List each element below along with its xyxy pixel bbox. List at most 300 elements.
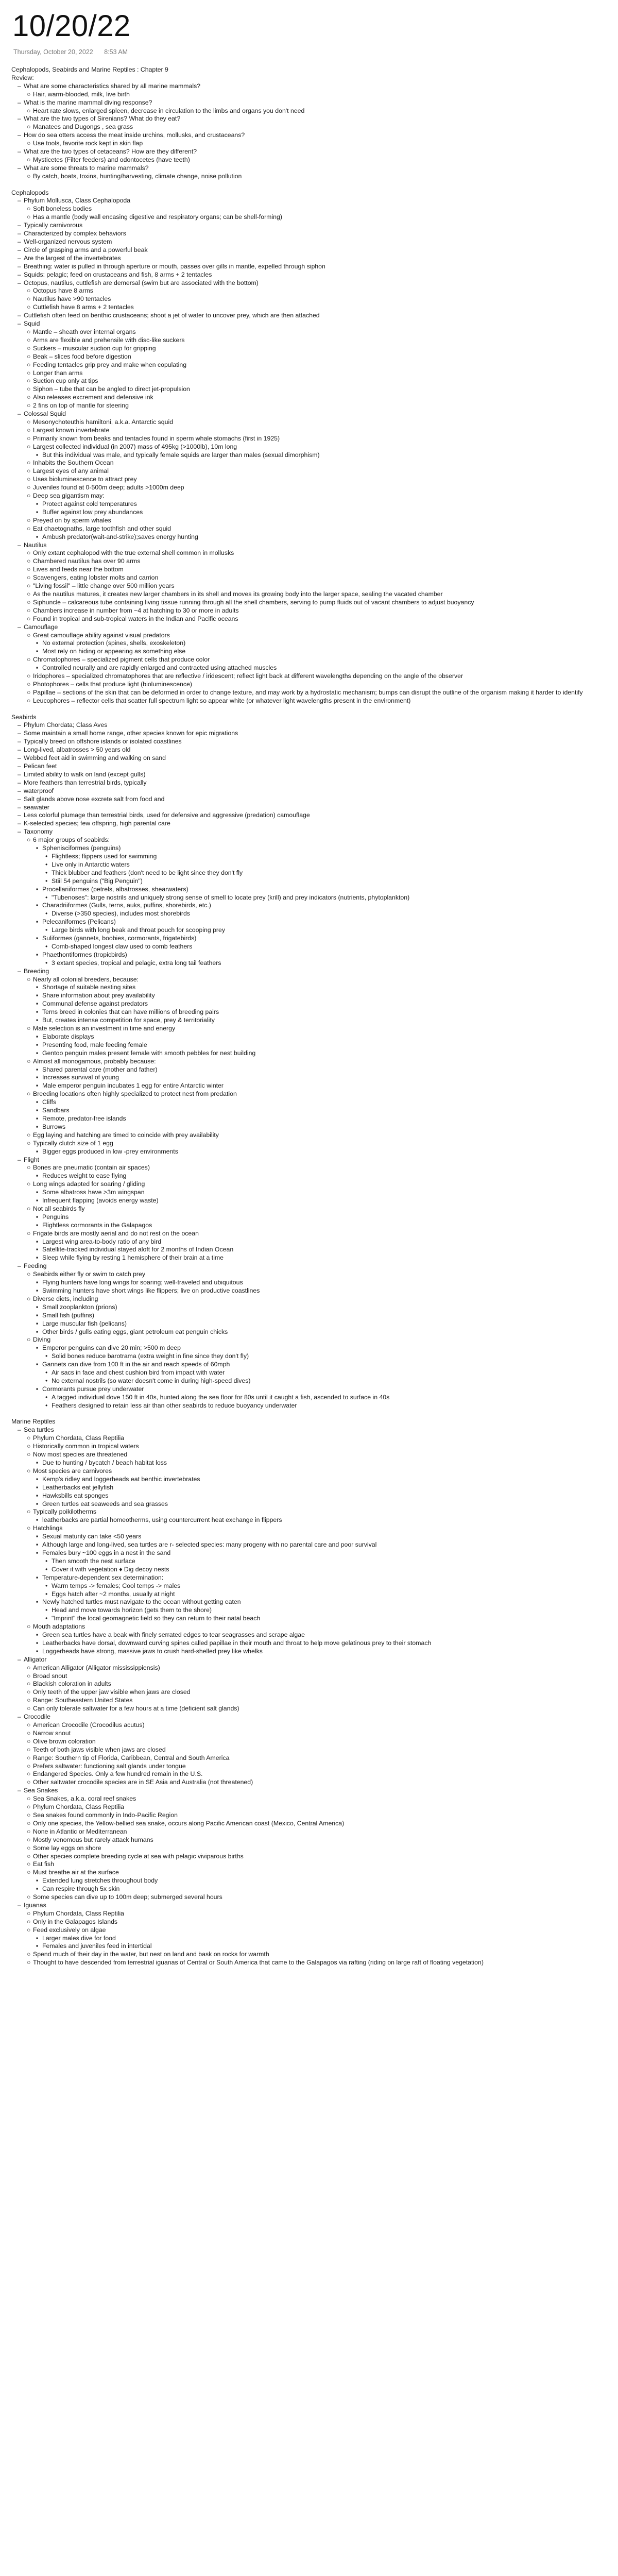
outline-line[interactable] xyxy=(11,385,609,394)
outline-line[interactable] xyxy=(11,615,609,623)
outline-line[interactable] xyxy=(11,1361,609,1369)
outline-line[interactable] xyxy=(11,1172,609,1180)
outline-line[interactable] xyxy=(11,459,609,467)
outline-line[interactable] xyxy=(11,1262,609,1270)
line-text: Females bury ~100 eggs in a nest in the sand xyxy=(42,1549,171,1556)
outline-line[interactable] xyxy=(11,271,609,279)
outline-line[interactable] xyxy=(11,804,609,812)
outline-line[interactable] xyxy=(11,1090,609,1098)
outline-line[interactable] xyxy=(11,1860,609,1869)
outline-line[interactable] xyxy=(11,1631,609,1639)
outline-line[interactable] xyxy=(11,320,609,328)
outline-line[interactable] xyxy=(11,140,609,148)
outline-line[interactable] xyxy=(11,394,609,402)
line-text: Uses bioluminescence to attract prey xyxy=(33,476,137,483)
line-text: Only in the Galapagos Islands xyxy=(33,1918,118,1925)
outline-line[interactable] xyxy=(11,1434,609,1443)
bullet-icon: – xyxy=(18,787,21,794)
outline-line[interactable] xyxy=(11,1369,609,1377)
line-text: Cuttlefish often feed on benthic crustaceans; shoot a jet of water to uncover prey, which are then attached xyxy=(24,312,320,319)
outline-line[interactable] xyxy=(11,1394,609,1402)
outline-line[interactable] xyxy=(11,1033,609,1041)
outline-line[interactable] xyxy=(11,1762,609,1771)
outline-line[interactable] xyxy=(11,484,609,492)
outline-line[interactable] xyxy=(11,1164,609,1172)
line-text: Extended lung stretches throughout body xyxy=(42,1877,158,1885)
outline-line[interactable] xyxy=(11,1524,609,1533)
outline-line[interactable] xyxy=(11,1574,609,1582)
bullet-icon: ▪ xyxy=(36,1385,39,1393)
outline-line[interactable] xyxy=(11,1058,609,1066)
outline-line[interactable] xyxy=(11,549,609,557)
outline-line[interactable] xyxy=(11,197,609,205)
line-text: Eat fish xyxy=(33,1860,55,1868)
outline-line[interactable] xyxy=(11,541,609,550)
outline-line[interactable] xyxy=(11,1148,609,1156)
bullet-icon: – xyxy=(18,738,21,745)
outline-line[interactable] xyxy=(11,1287,609,1295)
outline-line[interactable] xyxy=(11,1533,609,1541)
outline-line[interactable] xyxy=(11,1820,609,1828)
outline-line[interactable] xyxy=(11,1508,609,1516)
outline-line[interactable] xyxy=(11,1672,609,1681)
outline-line[interactable] xyxy=(11,1205,609,1213)
outline-line[interactable] xyxy=(11,1582,609,1590)
outline-line[interactable] xyxy=(11,230,609,238)
outline-line[interactable] xyxy=(11,1836,609,1844)
line-text: But this individual was male, and typically female squids are larger than males (sexual dimorphism) xyxy=(42,451,320,459)
outline-line[interactable] xyxy=(11,861,609,869)
outline-line[interactable] xyxy=(11,1942,609,1951)
outline-line[interactable] xyxy=(11,1377,609,1385)
line-text: Terns breed in colonies that can have millions of breeding pairs xyxy=(42,1008,219,1016)
outline-line[interactable] xyxy=(11,1352,609,1361)
outline-line[interactable] xyxy=(11,1615,609,1623)
outline-line[interactable] xyxy=(11,74,609,82)
section-intro xyxy=(11,66,609,181)
outline-line[interactable] xyxy=(11,312,609,320)
outline-line[interactable] xyxy=(11,1426,609,1434)
outline-line[interactable] xyxy=(11,639,609,648)
outline-line[interactable] xyxy=(11,156,609,164)
line-text: 2 fins on top of mantle for steering xyxy=(33,402,129,410)
outline-line[interactable] xyxy=(11,902,609,910)
outline-line[interactable] xyxy=(11,664,609,672)
outline-line[interactable] xyxy=(11,1385,609,1394)
line-text: Manatees and Dugongs , sea grass xyxy=(33,123,133,131)
outline-line[interactable] xyxy=(11,418,609,427)
outline-line[interactable] xyxy=(11,509,609,517)
outline-line[interactable] xyxy=(11,656,609,664)
outline-line[interactable] xyxy=(11,1270,609,1279)
outline-line[interactable] xyxy=(11,1705,609,1713)
line-text: Narrow snout xyxy=(33,1729,71,1737)
outline-line[interactable] xyxy=(11,345,609,353)
outline-line[interactable] xyxy=(11,1082,609,1090)
outline-line[interactable] xyxy=(11,1131,609,1140)
bullet-icon: ○ xyxy=(27,1672,31,1680)
outline-line[interactable] xyxy=(11,1754,609,1762)
outline-line[interactable] xyxy=(11,689,609,697)
outline-line[interactable] xyxy=(11,1959,609,1967)
outline-line[interactable] xyxy=(11,590,609,599)
outline-line[interactable] xyxy=(11,1459,609,1467)
outline-line[interactable] xyxy=(11,189,609,197)
outline-line[interactable] xyxy=(11,1074,609,1082)
outline-line[interactable] xyxy=(11,1180,609,1189)
outline-line[interactable] xyxy=(11,1016,609,1025)
outline-line[interactable] xyxy=(11,1295,609,1303)
outline-line[interactable] xyxy=(11,467,609,476)
outline-line[interactable] xyxy=(11,1418,609,1426)
outline-line[interactable] xyxy=(11,623,609,632)
outline-line[interactable] xyxy=(11,754,609,762)
outline-line[interactable] xyxy=(11,836,609,844)
outline-line[interactable] xyxy=(11,1688,609,1697)
line-text: Green turtles eat seaweeds and sea grasses xyxy=(42,1500,168,1507)
outline-line[interactable] xyxy=(11,1246,609,1254)
outline-line[interactable] xyxy=(11,877,609,886)
bullet-icon: – xyxy=(18,1901,21,1909)
outline-line[interactable] xyxy=(11,935,609,943)
outline-line[interactable] xyxy=(11,779,609,787)
bullet-icon: ○ xyxy=(27,582,31,590)
outline-line[interactable] xyxy=(11,697,609,705)
outline-line[interactable] xyxy=(11,795,609,804)
bullet-icon: – xyxy=(18,828,21,836)
outline-line[interactable] xyxy=(11,1312,609,1320)
outline-line[interactable] xyxy=(11,746,609,754)
outline-line[interactable] xyxy=(11,1238,609,1246)
outline-line[interactable] xyxy=(11,287,609,295)
outline-line[interactable] xyxy=(11,1730,609,1738)
bullet-icon: ○ xyxy=(27,394,31,401)
line-text: Diverse diets, including xyxy=(33,1295,98,1302)
outline-line[interactable] xyxy=(11,1566,609,1574)
bullet-icon: – xyxy=(18,262,21,270)
outline-line[interactable] xyxy=(11,820,609,828)
outline-line[interactable] xyxy=(11,951,609,959)
outline-line[interactable] xyxy=(11,1279,609,1287)
outline-line[interactable] xyxy=(11,1803,609,1811)
outline-line[interactable] xyxy=(11,1451,609,1459)
line-text: Shared parental care (mother and father) xyxy=(42,1065,158,1073)
outline-line[interactable] xyxy=(11,173,609,181)
outline-line[interactable] xyxy=(11,255,609,263)
outline-line[interactable] xyxy=(11,328,609,336)
outline-line[interactable] xyxy=(11,1467,609,1476)
outline-line[interactable] xyxy=(11,574,609,582)
outline-line[interactable] xyxy=(11,968,609,976)
bullet-icon: • xyxy=(45,1393,48,1401)
line-text: Live only in Antarctic waters xyxy=(52,860,130,868)
outline-line[interactable] xyxy=(11,762,609,771)
outline-line[interactable] xyxy=(11,599,609,607)
outline-line[interactable] xyxy=(11,1639,609,1648)
outline-line[interactable] xyxy=(11,1140,609,1148)
outline-line[interactable] xyxy=(11,1787,609,1795)
outline-line[interactable] xyxy=(11,1697,609,1705)
outline-line[interactable] xyxy=(11,1590,609,1599)
outline-line[interactable] xyxy=(11,738,609,746)
outline-line[interactable] xyxy=(11,844,609,853)
bullet-icon: ▪ xyxy=(36,1319,39,1327)
line-text: Phylum Mollusca, Class Cephalopoda xyxy=(24,197,131,205)
outline-line[interactable] xyxy=(11,131,609,140)
outline-line[interactable] xyxy=(11,91,609,99)
outline-line[interactable] xyxy=(11,246,609,255)
line-text: Octopus, nautilus, cuttlefish are demersal (swim but are associated with the bottom) xyxy=(24,279,259,286)
outline-line[interactable] xyxy=(11,557,609,566)
outline-line[interactable] xyxy=(11,443,609,451)
outline-line[interactable] xyxy=(11,1721,609,1730)
bullet-icon: – xyxy=(18,131,21,139)
outline-line[interactable] xyxy=(11,853,609,861)
outline-line[interactable] xyxy=(11,886,609,894)
outline-line[interactable] xyxy=(11,427,609,435)
line-text: Other saltwater crocodile species are in SE Asia and Australia (not threatened) xyxy=(33,1778,253,1786)
outline-line[interactable] xyxy=(11,451,609,460)
outline-line[interactable] xyxy=(11,213,609,222)
outline-line[interactable] xyxy=(11,1606,609,1615)
bullet-icon: ○ xyxy=(27,377,31,385)
outline-line[interactable] xyxy=(11,435,609,443)
outline-line[interactable] xyxy=(11,1115,609,1123)
outline-line[interactable] xyxy=(11,353,609,361)
outline-line[interactable] xyxy=(11,1008,609,1016)
outline-line[interactable] xyxy=(11,1000,609,1008)
outline-line[interactable] xyxy=(11,959,609,968)
outline-line[interactable] xyxy=(11,828,609,836)
bullet-icon: ○ xyxy=(27,1803,31,1811)
line-text: Phylum Chordata; Class Aves xyxy=(24,721,108,729)
outline-line[interactable] xyxy=(11,566,609,574)
outline-line[interactable] xyxy=(11,1213,609,1222)
outline-line[interactable] xyxy=(11,1869,609,1877)
bullet-icon: ○ xyxy=(27,836,31,844)
outline-line[interactable] xyxy=(11,1918,609,1926)
line-text: Largest eyes of any animal xyxy=(33,467,109,475)
bullet-icon: ○ xyxy=(27,1090,31,1098)
bullet-icon: ○ xyxy=(27,418,31,426)
outline-line[interactable] xyxy=(11,730,609,738)
outline-line[interactable] xyxy=(11,492,609,500)
outline-line[interactable] xyxy=(11,66,609,74)
line-text: Sea Snakes xyxy=(24,1787,58,1794)
outline-line[interactable] xyxy=(11,1885,609,1893)
outline-line[interactable] xyxy=(11,1910,609,1918)
outline-line[interactable] xyxy=(11,1123,609,1131)
bullet-icon: ▪ xyxy=(36,1549,39,1556)
outline-line[interactable] xyxy=(11,1303,609,1312)
outline-line[interactable] xyxy=(11,1853,609,1861)
outline-line[interactable] xyxy=(11,1926,609,1935)
line-text: Shortage of suitable nesting sites xyxy=(42,984,136,991)
outline-line[interactable] xyxy=(11,1738,609,1746)
outline-line[interactable] xyxy=(11,1746,609,1754)
outline-line[interactable] xyxy=(11,377,609,385)
outline-line[interactable] xyxy=(11,1877,609,1885)
outline-line[interactable] xyxy=(11,1664,609,1672)
outline-line[interactable] xyxy=(11,992,609,1000)
outline-line[interactable] xyxy=(11,771,609,779)
outline-line[interactable] xyxy=(11,1320,609,1328)
outline-line[interactable] xyxy=(11,148,609,156)
outline-line[interactable] xyxy=(11,1828,609,1836)
outline-line[interactable] xyxy=(11,205,609,213)
outline-line[interactable] xyxy=(11,279,609,287)
outline-line[interactable] xyxy=(11,1402,609,1410)
line-text: Mouth adaptations xyxy=(33,1623,85,1631)
outline-line[interactable] xyxy=(11,1795,609,1803)
outline-line[interactable] xyxy=(11,714,609,722)
outline-line[interactable] xyxy=(11,1230,609,1238)
outline-line[interactable] xyxy=(11,1516,609,1524)
line-text: Camouflage xyxy=(24,623,58,631)
line-text: Found in tropical and sub-tropical waters in the Indian and Pacific oceans xyxy=(33,615,238,622)
outline-line[interactable] xyxy=(11,1492,609,1500)
line-text: Cephalopods, Seabirds and Marine Reptiles : Chapter 9 xyxy=(11,66,168,73)
outline-line[interactable] xyxy=(11,1713,609,1721)
outline-line[interactable] xyxy=(11,500,609,509)
outline-line[interactable] xyxy=(11,517,609,525)
line-text: Presenting food, male feeding female xyxy=(42,1041,147,1048)
outline-line[interactable] xyxy=(11,607,609,615)
outline-line[interactable] xyxy=(11,1557,609,1566)
outline-line[interactable] xyxy=(11,533,609,541)
bullet-icon: ○ xyxy=(27,352,31,360)
outline-line[interactable] xyxy=(11,1344,609,1352)
outline-line[interactable] xyxy=(11,1476,609,1484)
outline-line[interactable] xyxy=(11,582,609,590)
outline-line[interactable] xyxy=(11,1549,609,1557)
outline-line[interactable] xyxy=(11,1041,609,1049)
outline-line[interactable] xyxy=(11,787,609,795)
bullet-icon: ○ xyxy=(27,1295,31,1302)
outline-line[interactable] xyxy=(11,1902,609,1910)
outline-line[interactable] xyxy=(11,1935,609,1943)
outline-line[interactable] xyxy=(11,115,609,123)
outline-line[interactable] xyxy=(11,238,609,246)
line-text: Only one species, the Yellow-bellied sea snake, occurs along Pacific American coast (Mexico, Central America) xyxy=(33,1819,345,1827)
line-text: Characterized by complex behaviors xyxy=(24,230,126,238)
outline-line[interactable] xyxy=(11,1500,609,1509)
outline-line[interactable] xyxy=(11,1025,609,1033)
outline-line[interactable] xyxy=(11,369,609,378)
page-title[interactable]: 10/20/22 xyxy=(12,9,131,43)
outline-line[interactable] xyxy=(11,976,609,984)
outline-line[interactable] xyxy=(11,918,609,926)
bullet-icon: ▪ xyxy=(36,1172,39,1180)
outline-line[interactable] xyxy=(11,1156,609,1164)
outline-line[interactable] xyxy=(11,82,609,91)
outline-line[interactable] xyxy=(11,894,609,902)
outline-line[interactable] xyxy=(11,910,609,918)
bullet-icon: – xyxy=(18,623,21,631)
outline-line[interactable] xyxy=(11,721,609,730)
outline-line[interactable] xyxy=(11,263,609,271)
outline-line[interactable] xyxy=(11,869,609,877)
outline-line[interactable] xyxy=(11,1443,609,1451)
outline-line[interactable] xyxy=(11,99,609,107)
outline-line[interactable] xyxy=(11,402,609,410)
note-container[interactable] xyxy=(11,66,609,1967)
outline-line[interactable] xyxy=(11,1484,609,1492)
bullet-icon: ▪ xyxy=(36,1114,39,1122)
outline-line[interactable] xyxy=(11,410,609,418)
outline-line[interactable] xyxy=(11,525,609,533)
outline-line[interactable] xyxy=(11,984,609,992)
outline-line[interactable] xyxy=(11,1222,609,1230)
outline-line[interactable] xyxy=(11,1189,609,1197)
outline-line[interactable] xyxy=(11,926,609,935)
outline-line[interactable] xyxy=(11,1770,609,1778)
outline-line[interactable] xyxy=(11,476,609,484)
outline-line[interactable] xyxy=(11,648,609,656)
outline-line[interactable] xyxy=(11,1811,609,1820)
line-text: Breeding locations often highly specialized to protect nest from predation xyxy=(33,1090,237,1098)
outline-line[interactable] xyxy=(11,943,609,951)
bullet-icon: ○ xyxy=(27,574,31,582)
outline-line[interactable] xyxy=(11,123,609,131)
line-text: Small fish (puffins) xyxy=(42,1311,94,1319)
bullet-icon: ○ xyxy=(27,524,31,532)
outline-line[interactable] xyxy=(11,1336,609,1344)
outline-line[interactable] xyxy=(11,1107,609,1115)
outline-line[interactable] xyxy=(11,1778,609,1787)
outline-line[interactable] xyxy=(11,361,609,369)
outline-line[interactable] xyxy=(11,336,609,345)
line-text: Juveniles found at 0-500m deep; adults >1000m deep xyxy=(33,484,184,492)
bullet-icon: ▪ xyxy=(36,1631,39,1639)
bullet-icon: ▪ xyxy=(36,1885,39,1893)
line-text: Can respire through 5x skin xyxy=(42,1885,120,1893)
outline-line[interactable] xyxy=(11,1541,609,1549)
line-text: Teeth of both jaws visible when jaws are closed xyxy=(33,1745,166,1753)
outline-line[interactable] xyxy=(11,1656,609,1664)
outline-line[interactable] xyxy=(11,811,609,820)
outline-line[interactable] xyxy=(11,632,609,640)
outline-line[interactable] xyxy=(11,303,609,312)
outline-line[interactable] xyxy=(11,672,609,681)
outline-line[interactable] xyxy=(11,1197,609,1205)
outline-line[interactable] xyxy=(11,295,609,303)
bullet-icon: ▪ xyxy=(36,1492,39,1499)
bullet-icon: ○ xyxy=(27,1270,31,1278)
outline-line[interactable] xyxy=(11,164,609,173)
outline-line[interactable] xyxy=(11,1098,609,1107)
outline-line[interactable] xyxy=(11,222,609,230)
outline-line[interactable] xyxy=(11,1893,609,1902)
outline-line[interactable] xyxy=(11,1049,609,1058)
outline-line[interactable] xyxy=(11,1844,609,1853)
outline-line[interactable] xyxy=(11,1680,609,1688)
outline-line[interactable] xyxy=(11,1598,609,1606)
line-text: Flying hunters have long wings for soaring; well-traveled and ubiquitous xyxy=(42,1279,243,1286)
line-text: Almost all monogamous, probably because: xyxy=(33,1057,156,1065)
outline-line[interactable] xyxy=(11,107,609,115)
outline-line[interactable] xyxy=(11,1648,609,1656)
bullet-icon: ▪ xyxy=(36,1573,39,1581)
outline-line[interactable] xyxy=(11,1328,609,1336)
bullet-icon: ○ xyxy=(27,344,31,352)
outline-line[interactable] xyxy=(11,1066,609,1074)
outline-line[interactable] xyxy=(11,1951,609,1959)
outline-line[interactable] xyxy=(11,1623,609,1631)
outline-line[interactable] xyxy=(11,1254,609,1262)
line-text: Also releases excrement and defensive ink xyxy=(33,394,153,401)
outline-line[interactable] xyxy=(11,681,609,689)
